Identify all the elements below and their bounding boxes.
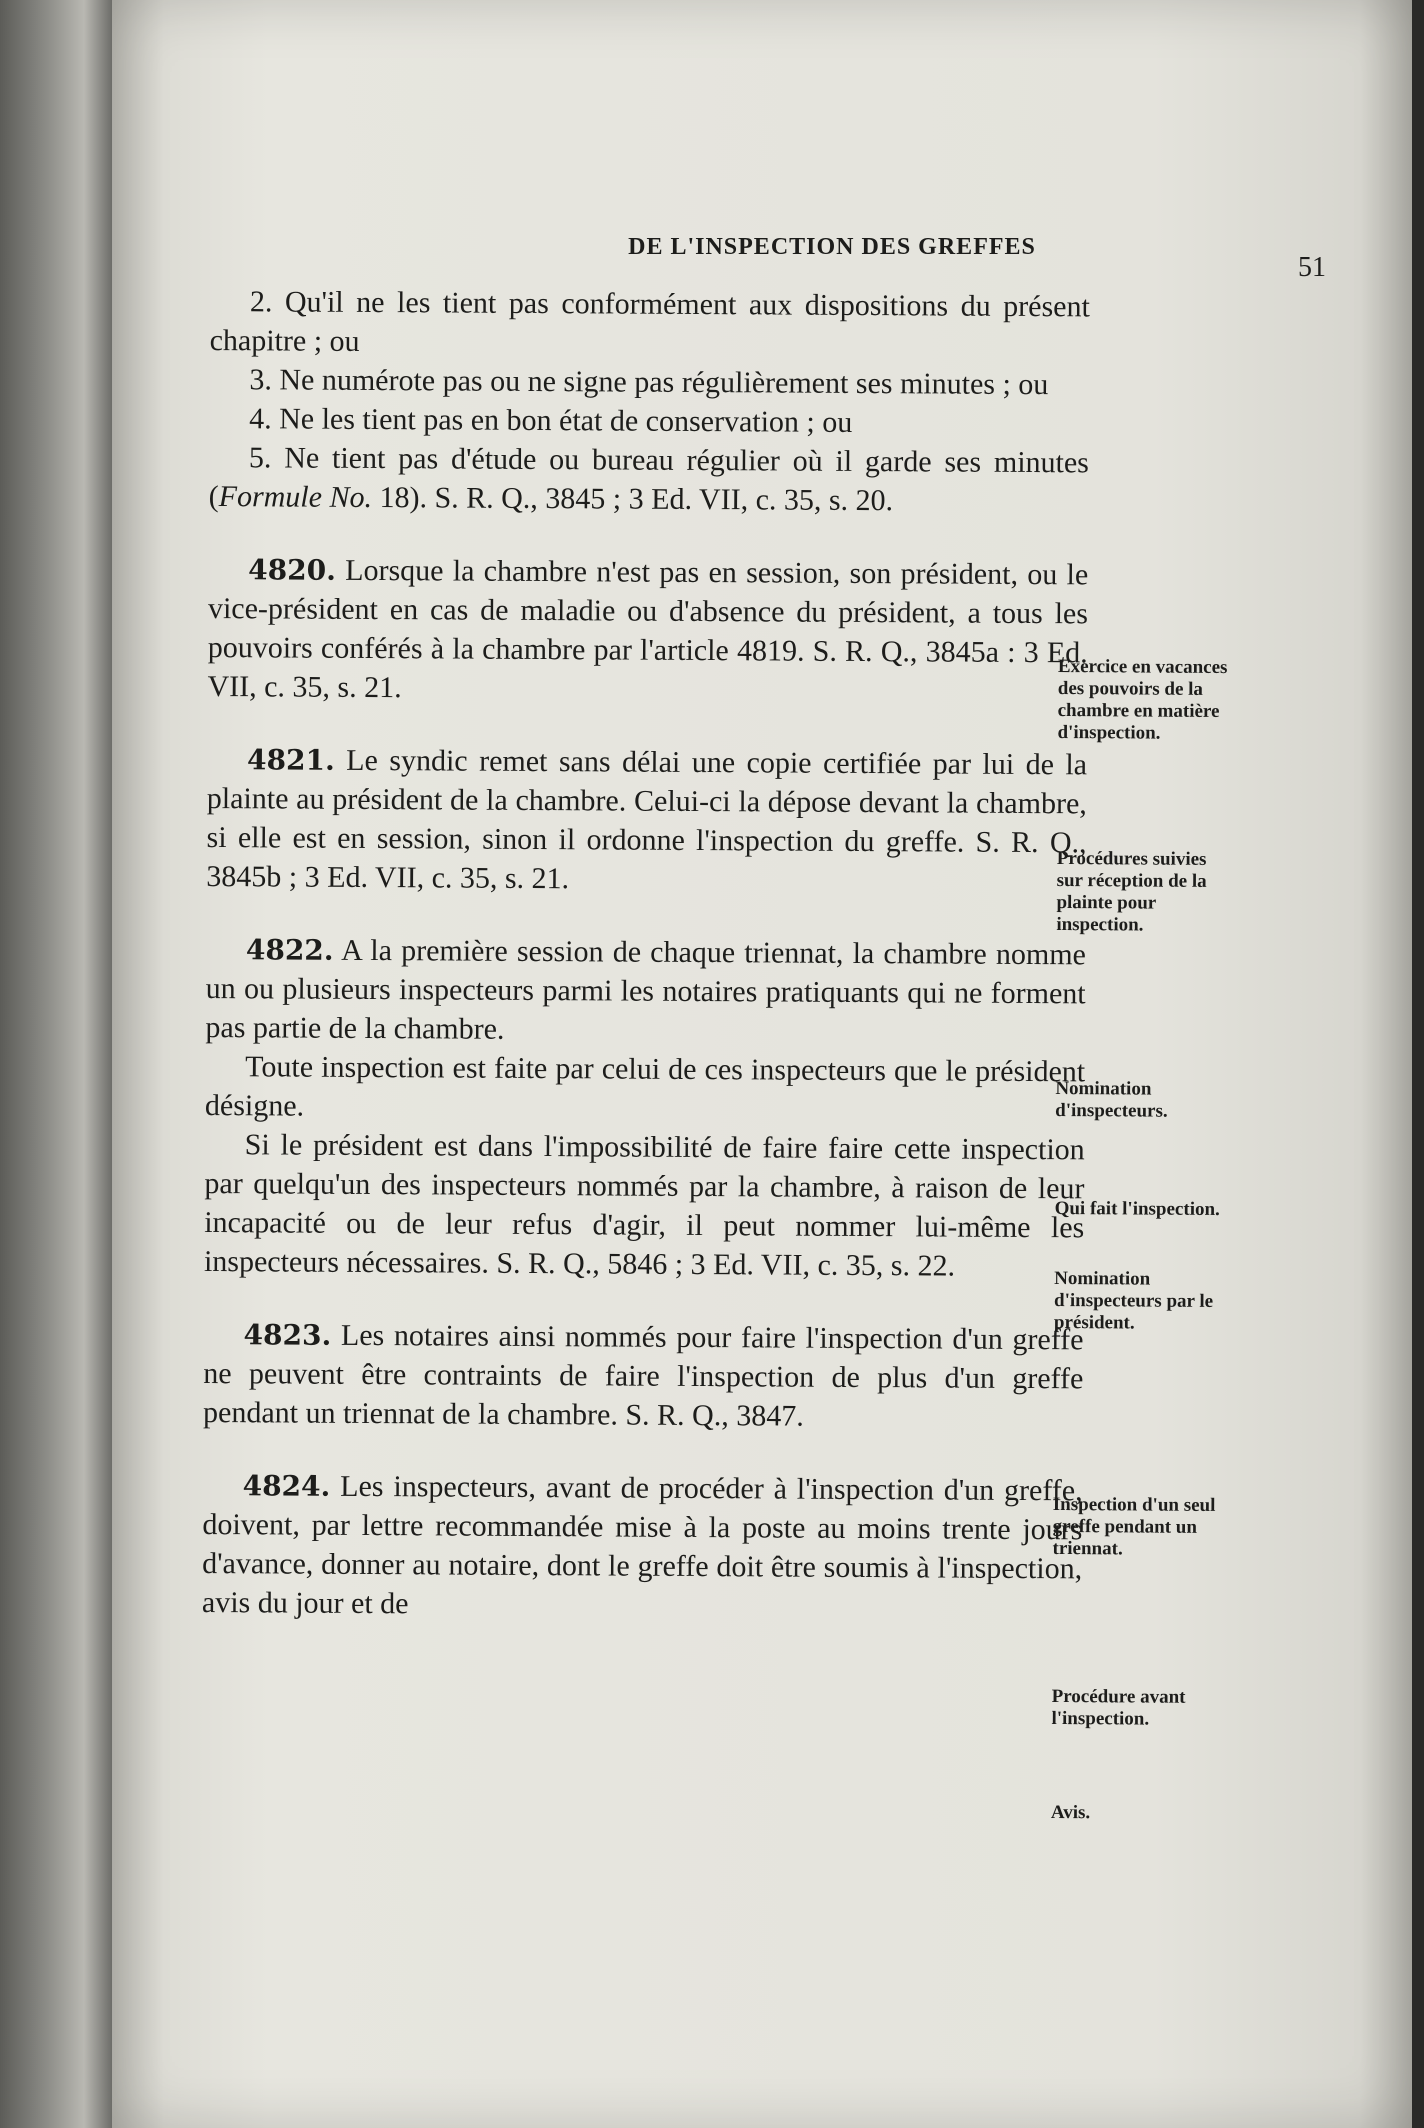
margin-note: Procédure avant l'inspection. [1051,1685,1186,1730]
margin-note: Nomination d'inspecteurs. [1055,1077,1168,1122]
margin-note: Inspection d'un seul greffe pendant un triennat. [1052,1493,1216,1560]
page-body [202,282,1090,1627]
list-item [209,438,1089,521]
list-item-text: 5. Ne tient pas d'étude ou bureau régulier où il garde ses minutes ( [208,441,1090,514]
article-text: Le syndic remet sans délai une copie certifiée par lui de la plainte au président de la chambre. Celui-ci la dépose devant la chambre, si elle est en session, sinon il ordonne l'inspection du greffe. S. R. Q., 3845b ; 3 Ed. VII, c. 35, s. 21. [206,743,1088,896]
list-item: 3. Ne numérote pas ou ne signe pas régulièrement ses minutes ; ou [249,363,1049,402]
margin-note: Qui fait l'inspection. [1054,1197,1220,1220]
margin-note: Exercice en vacances des pouvoirs de la chambre en matière d'inspection. [1057,655,1228,744]
article-number: 4824. [242,1469,331,1503]
list-item: 4. Ne les tient pas en bon état de conservation ; ou [249,402,853,439]
article-number: 4822. [245,933,334,967]
article-4821 [206,740,1087,901]
article-4822 [205,930,1086,1052]
article-text: Les notaires ainsi nommés pour faire l'inspection d'un greffe ne peuvent être contraints de faire l'inspection de plus d'un greffe pendant un triennat de la chambre. S. R. Q., 3847. [202,1318,1084,1433]
article-number: 4821. [246,743,335,777]
running-head: DE L'INSPECTION DES GREFFES [628,234,1036,260]
article-number: 4823. [243,1318,332,1352]
article-4820 [207,550,1088,711]
book-spine-left-page [0,0,112,2128]
page-number: 51 [1298,252,1326,283]
margin-note: Procédures suivies sur réception de la plainte pour inspection. [1056,847,1207,936]
list-item-text: 18). S. R. Q., 3845 ; 3 Ed. VII, c. 35, s. 20. [371,480,894,518]
form-reference: Formule No. [218,480,373,514]
margin-note: Avis. [1050,1801,1091,1824]
article-text: Les inspecteurs, avant de procéder à l'inspection d'un greffe, doivent, par lettre recommandée mise à la poste au moins trente jours d'avance, donner au notaire, dont le greffe doit être soumis à l'inspection, avis du jour et de [201,1469,1083,1621]
article-text: A la première session de chaque triennat, la chambre nomme un ou plusieurs inspecteurs parmi les notaires pratiquants qui ne forment pas partie de la chambre. [205,933,1087,1046]
article-4824 [202,1466,1083,1627]
page-edge [1412,0,1424,2128]
article-text: Lorsque la chambre n'est pas en session, son président, ou le vice-président en cas de maladie ou d'absence du président, a tous les pouvoirs conférés à la chambre par l'article 4819. S. R. Q., 3845a : 3 Ed. VII, c. 35, s. 21. [207,553,1089,705]
margin-note: Nomination d'inspecteurs par le président. [1053,1267,1214,1334]
article-number: 4820. [248,553,337,587]
article-paragraph: Si le président est dans l'impossibilité de faire faire cette inspection par quelqu'un des inspecteurs nommés par la chambre, à raison de leur incapacité ou de leur refus d'agir, il peut nommer lui-même les inspecteurs nécessaires. S. R. Q., 5846 ; 3 Ed. VII, c. 35, s. 22. [203,1128,1085,1283]
article-4823 [203,1315,1084,1437]
article-paragraph: Toute inspection est faite par celui de ces inspecteurs que le président désigne. [204,1050,1086,1123]
list-item: 2. Qu'il ne les tient pas conformément aux dispositions du présent chapitre ; ou [209,285,1090,358]
